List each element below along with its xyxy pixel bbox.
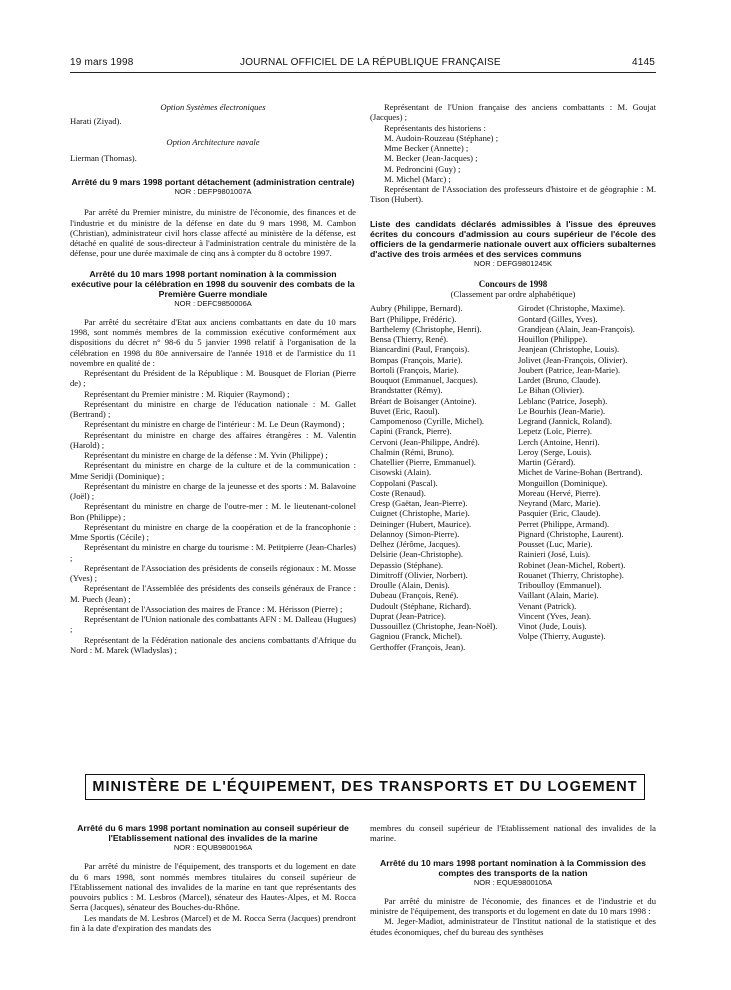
candidate-name: Lierman (Thomas). [70,152,137,163]
running-header [70,57,655,71]
candidate-entry: Chalmin (Rémi, Bruno). [370,446,455,457]
candidate-entry: Pignard (Christophe, Laurent). [518,528,624,539]
candidates-column-a [370,303,508,652]
concours-title: Concours de 1998 [478,278,548,289]
nor-reference: NOR : DEFP9801007A [174,187,252,196]
representative-entry: Représentant du ministre en charge de la jeunesse et des sports : M. Balavoine (Joël) ; [70,480,356,501]
candidate-entry: Barthelemy (Christophe, Henri). [370,323,482,334]
candidates-column-b [518,303,656,652]
nor-reference: NOR : DEFC9850006A [174,298,252,308]
representative-entry: Mme Becker (Annette) ; [384,143,469,153]
candidate-entry: Cresp (Gaëtan, Jean-Pierre). [370,498,468,508]
representative-entry: Représentant du ministre en charge de la coopération et de la francophonie : Mme Sportis (Cécile) ; [70,521,356,542]
candidate-entry: Bortoli (François, Marie). [370,364,459,375]
decree-body: Par arrêté du ministre de l'équipement, des transports et du logement en date du 6 mars 1998, sont nommés membres titulaires du conseil supérieur de l'Etablissement national des invalides de la marine en tant que représentants des pouvoirs publics : M. Lesbros (Marcel), sénateur des Hautes-Alpes, et M. Rocca Serra (Jacques), sénateur des Bouches-du-Rhône. [70,861,356,913]
representative-list-continued [370,102,656,205]
candidate-entry: Cervoni (Jean-Philippe, André). [370,436,480,447]
representative-entry: M. Pedroncini (Guy) ; [384,163,461,174]
representative-entry: Représentant de l'Association des professeurs d'histoire et de géographie : M. Tison (Hubert). [370,184,656,205]
candidate-entry: Cisowski (Alain). [370,467,432,478]
candidate-entry: Deininger (Hubert, Maurice). [370,518,472,529]
candidate-entry: Dudoult (Stéphane, Richard). [370,600,472,611]
candidate-entry: Leblanc (Patrice, Joseph). [518,395,608,406]
candidate-entry: Dussouillez (Christophe, Jean-Noël). [370,621,498,631]
candidate-entry: Neyrand (Marc, Marie). [518,498,601,508]
decree-body: Par arrêté du ministre de l'économie, des finances et de l'industrie et du ministre de l'équipement, des transports et du logement en date du 10 mars 1998 : [370,895,656,916]
candidate-entry: Buvet (Eric, Raoul). [370,405,440,416]
classement-note: (Classement par ordre alphabétique) [450,289,576,299]
candidate-entry: Campomenoso (Cyrille, Michel). [370,416,485,426]
option-heading: Option Systèmes électroniques [160,102,266,112]
candidate-entry: Jolivet (Jean-François, Olivier). [518,354,628,365]
candidate-entry: Dubeau (François, René). [370,590,459,601]
candidate-entry: Bompas (François, Marie). [370,354,463,365]
candidate-entry: Brandstatter (Rémy). [370,385,443,396]
candidate-entry: Joubert (Patrice, Jean-Marie). [518,364,621,375]
representative-entry: Représentant de l'Association des présidents de conseils régionaux : M. Mosse (Yves) ; [70,562,356,583]
representative-entry: Représentants des historiens : [384,122,486,133]
representative-entry: Représentant de l'Association des maires de France : M. Hérisson (Pierre) ; [84,603,343,614]
candidate-entry: Pasquier (Eric, Claude). [518,508,601,519]
header-page-number: 4145 [631,57,655,68]
candidate-entry: Lardet (Bruno, Claude). [518,375,601,385]
candidate-entry: Monguillon (Dominique). [518,477,608,488]
representative-list [70,368,356,655]
candidate-entry: Capini (Franck, Pierre). [370,426,452,437]
decree-title: Arrêté du 10 mars 1998 portant nomination à la commission exécutive pour la célébration en 1998 du souvenir des combats de la Première Guerre mondiale [71,268,355,299]
candidate-entry: Gagniou (Franck, Michel). [370,631,463,642]
candidate-entry: Triboulloy (Emmanuel). [518,580,602,590]
decree-body: Par arrêté du secrétaire d'Etat aux anciens combattants en date du 10 mars 1998, sont nommés membres de la commission exécutive conformément aux dispositions du décret n° 98-6 du 5 janvier 1998 relatif à l'organisation de la célébration en 1998 du 80e anniversaire de l'année 1918 et de l'armistice du 11 novembre en qualité de : [70,316,356,368]
candidate-entry: Aubry (Philippe, Bernard). [370,303,463,314]
candidate-entry: Grandjean (Alain, Jean-François). [518,323,635,334]
candidate-entry: Vinot (Jude, Louis). [518,621,587,631]
candidate-entry: Jeanjean (Christophe, Louis). [518,344,620,355]
candidate-entry: Girodet (Christophe, Maxime). [518,303,625,314]
representative-entry: Représentant de l'Union nationale des combattants AFN : M. Dalleau (Hugues) ; [70,614,356,635]
candidate-entry: Coste (Renaud). [370,487,426,498]
representative-entry: Représentant de l'Union française des anciens combattants : M. Goujat (Jacques) ; [370,102,656,123]
candidate-entry: Rouanet (Thierry, Christophe). [518,569,624,580]
header-journal-title: JOURNAL OFFICIEL DE LA RÉPUBLIQUE FRANÇAISE [240,57,501,68]
candidate-entry: Cuignet (Christophe, Marie). [370,508,470,519]
decree-body: Les mandats de M. Lesbros (Marcel) et de M. Rocca Serra (Jacques) prendront fin à la date d'expiration des mandats des [70,912,356,933]
representative-entry: Représentant du ministre en charge de l'éducation nationale : M. Gallet (Bertrand) ; [70,398,356,419]
decree-body: M. Jeger-Madiot, administrateur de l'Institut national de la statistique et des études économiques, chef du bureau des synthèses [370,916,656,937]
candidate-entry: Chatellier (Pierre, Emmanuel). [370,457,476,467]
candidate-entry: Houillon (Philippe). [518,334,588,344]
candidate-entry: Legrand (Jannick, Roland). [518,416,613,426]
candidate-entry: Lerch (Antoine, Henri). [518,436,600,447]
candidate-entry: Volpe (Thierry, Auguste). [518,631,606,642]
list-title: Liste des candidats déclarés admissibles à l'issue des épreuves écrites du concours d'admission au cours supérieur de l'école des officiers de la gendarmerie nationale ouvert aux officiers subalternes d'active des trois armées et des services communs [370,218,656,259]
candidate-entry: Coppolani (Pascal). [370,477,438,488]
candidate-entry: Martin (Gérard). [518,457,576,467]
left-column [70,102,356,655]
candidate-entry: Depassio (Stéphane). [370,559,444,570]
representative-entry: Représentant du Président de la République : M. Bousquet de Florian (Pierre de) ; [70,368,356,389]
candidate-entry: Moreau (Hervé, Pierre). [518,487,601,498]
right-column [370,102,656,652]
candidate-entry: Venant (Patrick). [518,600,577,611]
candidate-entry: Lepetz (Loïc, Pierre). [518,426,592,437]
decree-body: membres du conseil supérieur de l'Etablissement national des invalides de la marine. [370,823,656,844]
candidate-entry: Bart (Philippe, Frédéric). [370,313,457,324]
representative-entry: Représentant du ministre en charge du tourisme : M. Petitpierre (Jean-Charles) ; [70,542,356,563]
decree-title: Arrêté du 6 mars 1998 portant nomination au conseil supérieur de l'Etablissement national des invalides de la marine [77,823,349,843]
candidate-entry: Droulle (Alain, Denis). [370,580,450,590]
candidate-entry: Delannoy (Simon-Pierre). [370,528,460,539]
decree-title: Arrêté du 9 mars 1998 portant détachement (administration centrale) [71,177,355,187]
candidate-entry: Perret (Philippe, Armand). [518,518,610,529]
representative-entry: M. Audoin-Rouzeau (Stéphane) ; [384,132,499,143]
header-date: 19 mars 1998 [70,57,134,68]
candidate-entry: Le Bihan (Olivier). [518,385,585,396]
representative-entry: Représentant du ministre en charge des affaires étrangères : M. Valentin (Harold) ; [70,429,356,450]
representative-entry: M. Michel (Marc) ; [384,173,451,184]
decree-body: Par arrêté du Premier ministre, du ministre de l'économie, des finances et de l'industrie et du ministre de la défense en date du 9 mars 1998, M. Cambon (Christian), administrateur civil hors classe affecté au ministère de la défense, est détaché en qualité de sous-directeur à l'administration centrale du ministère de la défense, pour une durée maximale de cinq ans à compter du 8 octobre 1997. [70,207,356,259]
candidate-entry: Leroy (Serge, Louis). [518,446,592,457]
candidate-entry: Robinet (Jean-Michel, Robert). [518,559,626,570]
candidate-entry: Le Bourhis (Jean-Marie). [518,405,606,416]
nor-reference: NOR : EQUB9800196A [173,843,253,852]
representative-entry: Représentant du ministre en charge de la défense : M. Yvin (Philippe) ; [84,450,328,460]
nor-reference: NOR : EQUE9800105A [473,877,553,887]
representative-entry: M. Becker (Jean-Jacques) ; [384,153,478,164]
candidate-entry: Duprat (Jean-Patrice). [370,610,446,621]
representative-entry: Représentant du Premier ministre : M. Riquier (Raymond) ; [84,388,290,399]
candidate-entry: Bréart de Boisanger (Antoine). [370,395,477,406]
representative-entry: Représentant du ministre en charge de l'outre-mer : M. le lieutenant-colonel Bon (Philippe) ; [70,501,356,522]
option-heading: Option Architecture navale [166,136,260,147]
candidates-table [370,303,656,652]
decree-title: Arrêté du 10 mars 1998 portant nomination à la Commission des comptes des transports de la nation [379,857,646,878]
candidate-entry: Gontard (Gilles, Yves). [518,313,598,324]
candidate-name: Harati (Ziyad). [70,116,122,127]
candidate-entry: Rainieri (José, Luis). [518,549,591,560]
candidate-entry: Delhez (Jérôme, Jacques). [370,539,461,549]
header-rule [70,72,656,73]
ministry-banner: MINISTÈRE DE L'ÉQUIPEMENT, DES TRANSPORTS ET DU LOGEMENT [85,774,645,800]
bottom-left-column [70,823,356,933]
candidate-entry: Bensa (Thierry, René). [370,334,449,344]
candidate-entry: Gerthoffer (François, Jean). [370,641,466,652]
candidate-entry: Bouquot (Emmanuel, Jacques). [370,375,478,385]
candidate-entry: Michet de Varine-Bohan (Bertrand). [518,467,643,478]
bottom-right-column [370,823,656,937]
candidate-entry: Delsirie (Jean-Christophe). [370,549,464,560]
representative-entry: Représentant de l'Assemblée des présidents des conseils généraux de France : M. Puech (Jean) ; [70,583,356,604]
candidate-entry: Pousset (Luc, Marie). [518,539,593,549]
representative-entry: Représentant du ministre en charge de la culture et de la communication : Mme Seridji (Dominique) ; [70,460,356,481]
candidate-entry: Dimitroff (Olivier, Norbert). [370,569,468,580]
candidate-entry: Biancardini (Paul, François). [370,344,470,355]
candidate-entry: Vincent (Yves, Jean). [518,610,592,621]
representative-entry: Représentant du ministre en charge de l'intérieur : M. Le Deun (Raymond) ; [84,419,345,430]
nor-reference: NOR : DEFG9801245K [474,258,552,268]
representative-entry: Représentant de la Fédération nationale des anciens combattants d'Afrique du Nord : M. Marek (Wladyslas) ; [70,634,356,655]
candidate-entry: Vaillant (Alain, Marie). [518,590,599,601]
